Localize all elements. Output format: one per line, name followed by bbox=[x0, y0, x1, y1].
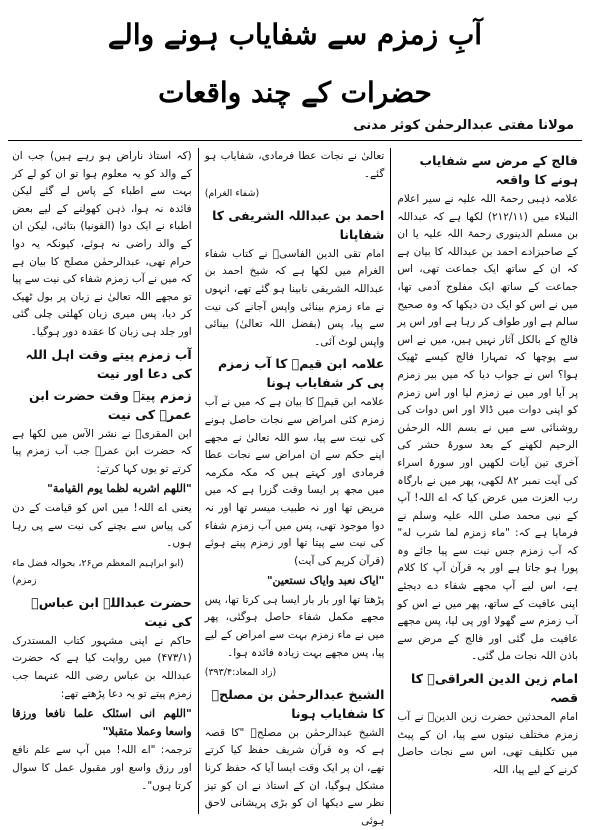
section-heading: حضرت عبداللہ ابن عباسؓ کی نیت bbox=[31, 594, 192, 629]
section-heading: علامہ ابن قیمؒ کا آب زمزم پی کر شفایاب ہونا bbox=[218, 356, 385, 391]
article-columns bbox=[6, 148, 584, 827]
paragraph: یعنی اے اللہ! میں اس کو قیامت کے دن کی پیاس سے بچنے کی نیت سے پی رہا ہوں۔ bbox=[12, 501, 192, 550]
section-heading: الشیخ عبدالرحمٰن بن مصلحؒ کا شفایاب ہونا bbox=[211, 686, 385, 721]
source-citation: (زاد المعاد:۳۹۳/۴) bbox=[204, 667, 277, 679]
column-left bbox=[6, 148, 199, 814]
column-right bbox=[391, 148, 584, 814]
section-heading: امام زین الدین العراقیؒ کا قصہ bbox=[411, 671, 578, 706]
source-citation: (شفاء الغرام) bbox=[204, 188, 260, 200]
paragraph: امام المحدثین حضرت زین الدینؒ نے آب زمزم مختلف نیتوں سے پیا، ان کے پیٹ میں تکلیف تھی، اس سے نجات حاصل کرنے کے لیے پیا، اللہ bbox=[397, 711, 578, 776]
author-byline: مولانا مفتی عبدالرحمٰن کوثر مدنی bbox=[353, 118, 574, 133]
arabic-verse: "ایاک نعبد وایاک نستعین" bbox=[266, 574, 385, 588]
arabic-dua: "اللھم اشربه لظما یوم القیامة" bbox=[47, 482, 192, 496]
paragraph: تعالیٰ نے نجات عطا فرمادی، شفایاب ہو گئے۔ bbox=[204, 150, 385, 180]
section-subheading: زمزم پیتے وقت حضرت ابن عمرؓ کی نیت bbox=[28, 387, 192, 422]
header-divider bbox=[8, 140, 582, 141]
paragraph: حاکم نے اپنی مشہور کتاب المستدرک (۴۷۳/۱) میں روایت کیا ہے کہ حضرت عبداللہ بن عباس رضی اللہ عنہما جب زمزم پیتے تو یہ دعا پڑھتے تھے: bbox=[12, 634, 192, 700]
paragraph: علامہ ذہبی رحمۃ اللہ علیہ نے سیر اعلام النبلاء میں (۲۱۲/۱۱) لکھا ہے کہ عبداللہ بن مسلم الدینوری رحمۃ اللہ علیہ یا ان کے صاحبزادے احمد بن عبداللہ کا بیان ہے کہ ان کے ساتھ ایک جماعت تھی، اس جماعت کے ساتھ ایک مفلوج آدمی تھا، میں نے اس کو ایک دن دیکھا کہ وہ صحیح سالم ہے اور طواف کر رہا ہے اور اس پر فالج کے بالکل آثار نہیں ہیں، میں نے اس سے پوچھا کہ تمہارا فالج کیسے ٹھیک ہوا؟ اس نے جواب دیا کہ میں بیر زمزم پر آیا اور میں نے زمزم لیا اور اس زمزم کو اپنی دوات میں ڈالا اور اس دوات کی روشنائی سے میں نے بسم اللہ الرحمٰن الرحیم لکھنے کے بعد سورۂ حشر کی آخری تین آیات لکھیں اور سورۂ اسراء کی آیت نمبر ۸۲ لکھی، پھر میں نے بارگاہ رب العزت میں عرض کیا کہ اے اللہ! آپ کے نبی محمد صلی اللہ علیہ وسلم نے فرمایا ہے کہ: "ماء زمزم لما شرب له" کہ آب زمزم جس نیت سے پیا جائے وہ پورا ہو جاتا ہے اور یہ قرآن آپ کا کلام ہے، اس لیے آپ مجھے شفاء دے دیجئے اپنی عافیت کے ساتھ، پھر میں نے اس کو آب زمزم سے گھولا اور پی لیا، پس مجھے عافیت مل گئی اور فالج کے مرض سے باذن اللہ نجات مل گئی۔ bbox=[397, 193, 579, 663]
article-title-line1: آبِ زمزم سے شفایاب ہونے والے bbox=[107, 18, 483, 51]
paragraph: الشیخ عبدالرحمٰن بن مصلحؒ "کا قصہ ہے کہ وہ قرآن شریف حفظ کیا کرتے تھے، ان پر ایک وقت ایسا آیا کہ حفظ کرنا مشکل ہوگیا، ان کے استاذ نے ان کو تیز نظر سے دیکھا ان کو بڑی پریشانی لاحق ہوئی bbox=[204, 726, 385, 827]
paragraph: ابن المقریؒ نے نشر الآس میں لکھا ہے کہ حضرت ابن عمرؓ جب آب زمزم پیا کرتے تو یوں کہا کرتے: bbox=[12, 427, 192, 475]
paragraph: (کہ استاذ ناراض ہو رہے ہیں) جب ان کے والد کو یہ معلوم ہوا تو ان کو لے کر بہت سے اطباء کے پاس لے گئے لیکن فائدہ نہ ہوا، ذہن کھولنے کے لیے بعض اطباء نے ایک دوا (الفونیا) بتائی، لیکن ان کے والد راضی نہ ہوئے، کیونکہ یہ دوا حرام تھی، عبدالرحمٰن مصلح کا بیان ہے کہ میں نے آب زمزم شفاء کی نیت سے پیا تو مجھے اللہ تعالیٰ نے زبان پر بول ٹھیک کر دیا، پس میری زبان کھلتی چلی گئی اور جلد ہی زبان کا عقدہ دور ہوگیا۔ bbox=[12, 150, 192, 338]
section-heading: آب زمزم پیتے وقت اہل اللہ کی دعا اور نیت bbox=[25, 346, 192, 381]
paragraph: ترجمہ: "اے اللہ! میں آپ سے علم نافع اور رزق واسع اور مقبول عمل کا سوال کرتا ہوں"۔ bbox=[12, 744, 192, 792]
section-heading: فالج کے مرض سے شفایاب ہونے کا واقعہ bbox=[419, 153, 578, 187]
article-title-line2: حضرات کے چند واقعات bbox=[158, 76, 432, 109]
section-heading: احمد بن عبداللہ الشریفی کا شفاپانا bbox=[212, 207, 385, 242]
paragraph: امام تقی الدین الفاسیؒ نے کتاب شفاء الغرام میں لکھا ہے کہ شیخ احمد بن عبداللہ الشریفی نابینا ہو گئے تھے، انہوں نے ماء زمزم بینائی واپس آجانے کی نیت سے پیا، پس (بفضل اللہ تعالیٰ) بینائی واپس لوٹ آئی۔ bbox=[204, 247, 385, 348]
arabic-dua: "اللھم انی اسئلک علما نافعا ورزقا واسعا وعملا متقبلا" bbox=[12, 707, 192, 738]
paragraph: پڑھتا تھا اور بار بار ایسا ہی کرتا تھا، پس مجھے مکمل شفاء حاصل ہوگئی، پھر میں نے ماء زمزم بہت سے امراض کے لیے پیا، پس مجھے بہت زیادہ فائدہ ہوا۔ bbox=[204, 593, 385, 659]
column-middle bbox=[199, 148, 392, 827]
source-citation: (ابو ابراہیم المعظم ص۲۶، بحوالہ فضل ماء زمزم) bbox=[12, 557, 184, 587]
paragraph: علامہ ابن قیمؒ کا بیان ہے کہ میں نے آب زمزم کئی امراض سے نجات حاصل ہونے کی نیت سے پیا، سو اللہ تعالیٰ نے مجھے اپنے حکم سے ان امراض سے نجات عطا فرمادی اور کہتے ہیں کہ مکہ مکرمہ میں مجھ پر ایسا وقت گزرا ہے کہ میں مریض تھا اور نہ طبیب میسر تھا اور نہ دوا موجود تھی، پس میں آب زمزم شفاء کی نیت سے پیتا تھا اور زمزم پیتے ہوئے (قرآن کریم کی آیت) bbox=[204, 396, 385, 567]
